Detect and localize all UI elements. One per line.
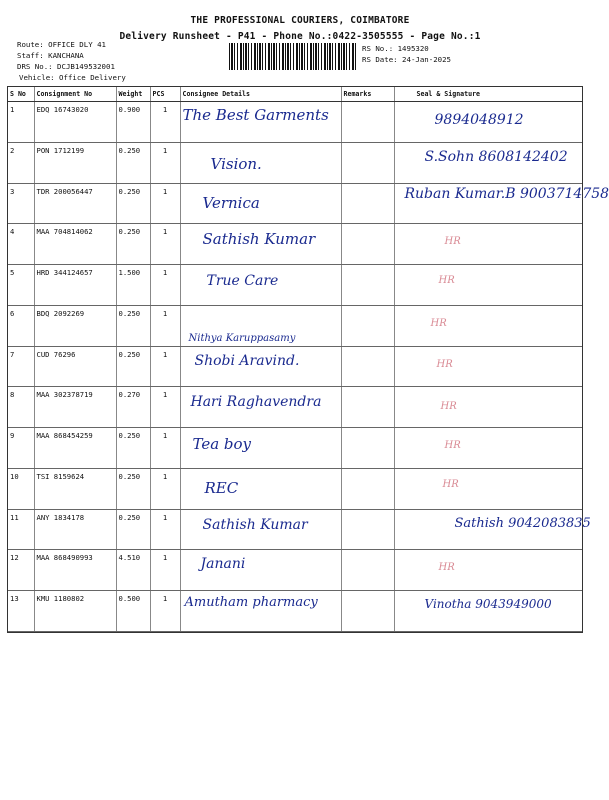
serial-number-cell: 4 xyxy=(8,224,34,265)
consignee-cell xyxy=(180,428,341,469)
remarks-cell xyxy=(341,305,394,346)
column-header-sno: S No xyxy=(8,87,34,102)
consignment-number-cell: KMU 1180802 xyxy=(34,591,116,632)
weight-cell: 0.250 xyxy=(116,183,150,224)
pcs-cell: 1 xyxy=(150,428,180,469)
seal-signature-cell xyxy=(394,305,582,346)
consignee-handwriting: Hari Raghavendra xyxy=(190,394,322,411)
weight-cell: 0.250 xyxy=(116,142,150,183)
weight-cell: 0.250 xyxy=(116,224,150,265)
consignee-cell xyxy=(180,591,341,632)
consignee-handwriting: The Best Garments xyxy=(182,106,329,124)
table-row xyxy=(8,550,582,591)
seal-signature-cell xyxy=(394,346,582,387)
runsheet-table xyxy=(7,86,609,633)
seal-signature-cell xyxy=(394,224,582,265)
rs-date: RS Date: 24-Jan-2025 xyxy=(362,55,451,64)
column-header-weight: Weight xyxy=(116,87,150,102)
consignee-cell xyxy=(180,509,341,550)
signature-handwriting: HR xyxy=(440,401,457,413)
seal-signature-cell xyxy=(394,509,591,550)
table-row xyxy=(8,387,582,428)
table-row xyxy=(8,224,582,265)
table-header-row xyxy=(8,87,582,102)
table-row xyxy=(8,346,582,387)
remarks-cell xyxy=(341,183,394,224)
remarks-cell xyxy=(341,387,394,428)
seal-signature-cell xyxy=(394,550,582,591)
remarks-cell xyxy=(341,224,394,265)
weight-cell: 0.250 xyxy=(116,346,150,387)
pcs-cell: 1 xyxy=(150,102,180,143)
weight-cell: 0.500 xyxy=(116,591,150,632)
signature-handwriting: Ruban Kumar.B 9003714758 xyxy=(404,185,609,202)
pcs-cell: 1 xyxy=(150,305,180,346)
serial-number-cell: 9 xyxy=(8,428,34,469)
consignee-cell xyxy=(180,346,341,387)
table-row xyxy=(8,305,582,346)
table-row xyxy=(8,428,582,469)
consignment-number-cell: CUD 76296 xyxy=(34,346,116,387)
drs-number: DRS No.: DCJB149532001 xyxy=(17,62,115,71)
consignment-number-cell: EDQ 16743020 xyxy=(34,102,116,143)
signature-handwriting: HR xyxy=(442,478,459,490)
weight-cell: 1.500 xyxy=(116,265,150,306)
remarks-cell xyxy=(341,102,394,143)
remarks-cell xyxy=(341,591,394,632)
pcs-cell: 1 xyxy=(150,224,180,265)
serial-number-cell: 13 xyxy=(8,591,34,632)
consignee-handwriting: Janani xyxy=(200,556,246,573)
pcs-cell: 1 xyxy=(150,550,180,591)
serial-number-cell: 2 xyxy=(8,142,34,183)
remarks-cell xyxy=(341,346,394,387)
consignee-handwriting: Amutham pharmacy xyxy=(184,595,318,611)
serial-number-cell: 11 xyxy=(8,509,34,550)
remarks-cell xyxy=(341,265,394,306)
table-row xyxy=(8,468,582,509)
signature-handwriting: HR xyxy=(438,275,455,287)
consignee-cell xyxy=(180,550,341,591)
signature-handwriting: S.Sohn 8608142402 xyxy=(424,148,568,165)
consignee-cell xyxy=(180,387,341,428)
column-header-consignee: Consignee Details xyxy=(180,87,341,102)
signature-handwriting: HR xyxy=(444,440,461,452)
consignment-number-cell: HRD 344124657 xyxy=(34,265,116,306)
weight-cell: 4.510 xyxy=(116,550,150,591)
consignee-handwriting: Sathish Kumar xyxy=(202,230,316,249)
seal-signature-cell xyxy=(394,591,582,632)
consignee-handwriting: Vernica xyxy=(202,193,260,212)
consignment-number-cell: MAA 868454259 xyxy=(34,428,116,469)
table-row xyxy=(8,142,582,183)
column-header-consignment: Consignment No xyxy=(34,87,116,102)
seal-signature-cell xyxy=(394,265,582,306)
signature-handwriting: HR xyxy=(438,562,455,574)
seal-signature-cell xyxy=(394,468,582,509)
signature-handwriting: Sathish 9042083835 xyxy=(454,515,591,531)
consignee-handwriting: Sathish Kumar xyxy=(202,516,308,533)
pcs-cell: 1 xyxy=(150,387,180,428)
consignment-number-cell: PON 1712199 xyxy=(34,142,116,183)
pcs-cell: 1 xyxy=(150,265,180,306)
runsheet-title: Delivery Runsheet - P41 - Phone No.:0422-3505555 - Page No.:1 xyxy=(119,31,481,42)
column-header-pcs: PCS xyxy=(150,87,180,102)
column-header-remarks: Remarks xyxy=(341,87,394,102)
serial-number-cell: 6 xyxy=(8,305,34,346)
signature-handwriting: HR xyxy=(436,358,453,370)
consignee-cell xyxy=(180,224,341,265)
consignee-handwriting: Shobi Aravind. xyxy=(194,352,300,369)
table-row xyxy=(8,265,582,306)
signature-handwriting: HR xyxy=(444,236,461,248)
barcode xyxy=(229,43,356,70)
pcs-cell: 1 xyxy=(150,142,180,183)
consignee-cell xyxy=(180,183,341,224)
consignee-handwriting: REC xyxy=(204,478,239,497)
table-row xyxy=(8,509,582,550)
vehicle-label: Vehicle: Office Delivery xyxy=(19,73,126,82)
remarks-cell xyxy=(341,142,394,183)
remarks-cell xyxy=(341,468,394,509)
serial-number-cell: 1 xyxy=(8,102,34,143)
remarks-cell xyxy=(341,509,394,550)
pcs-cell: 1 xyxy=(150,509,180,550)
consignment-number-cell: TDR 200056447 xyxy=(34,183,116,224)
consignee-cell xyxy=(180,468,341,509)
consignee-cell xyxy=(180,102,341,143)
consignee-cell xyxy=(180,265,341,306)
seal-signature-cell xyxy=(394,102,582,143)
pcs-cell: 1 xyxy=(150,346,180,387)
serial-number-cell: 10 xyxy=(8,468,34,509)
consignee-cell xyxy=(180,305,341,346)
weight-cell: 0.250 xyxy=(116,509,150,550)
table-row xyxy=(8,183,582,224)
route-label: Route: OFFICE DLY 41 xyxy=(17,40,106,49)
serial-number-cell: 12 xyxy=(8,550,34,591)
seal-signature-cell xyxy=(394,183,609,224)
weight-cell: 0.900 xyxy=(116,102,150,143)
consignment-number-cell: MAA 868490993 xyxy=(34,550,116,591)
weight-cell: 0.250 xyxy=(116,428,150,469)
consignment-number-cell: MAA 302378719 xyxy=(34,387,116,428)
pcs-cell: 1 xyxy=(150,468,180,509)
serial-number-cell: 7 xyxy=(8,346,34,387)
signature-handwriting: Vinotha 9043949000 xyxy=(424,597,552,612)
consignee-cell xyxy=(180,142,341,183)
staff-label: Staff: KANCHANA xyxy=(17,51,84,60)
seal-signature-cell xyxy=(394,142,582,183)
column-header-signature: Seal & Signature xyxy=(394,87,582,102)
rs-number: RS No.: 1495320 xyxy=(362,44,429,53)
seal-signature-cell xyxy=(394,428,582,469)
company-name: THE PROFESSIONAL COURIERS, COIMBATORE xyxy=(190,15,410,26)
weight-cell: 0.270 xyxy=(116,387,150,428)
consignee-handwriting: Tea boy xyxy=(192,435,252,454)
signature-handwriting: 9894048912 xyxy=(434,112,524,128)
pcs-cell: 1 xyxy=(150,183,180,224)
remarks-cell xyxy=(341,550,394,591)
consignee-handwriting: Nithya Karuppasamy xyxy=(188,332,296,344)
pcs-cell: 1 xyxy=(150,591,180,632)
consignee-handwriting: Vision. xyxy=(210,154,262,173)
seal-signature-cell xyxy=(394,387,582,428)
consignment-number-cell: ANY 1834178 xyxy=(34,509,116,550)
signature-handwriting: HR xyxy=(430,317,447,329)
serial-number-cell: 3 xyxy=(8,183,34,224)
remarks-cell xyxy=(341,428,394,469)
table-row xyxy=(8,102,582,143)
table-row xyxy=(8,591,582,632)
serial-number-cell: 8 xyxy=(8,387,34,428)
consignee-handwriting: True Care xyxy=(206,273,279,290)
consignment-number-cell: TSI 8159624 xyxy=(34,468,116,509)
table-body xyxy=(8,102,609,632)
weight-cell: 0.250 xyxy=(116,305,150,346)
weight-cell: 0.250 xyxy=(116,468,150,509)
serial-number-cell: 5 xyxy=(8,265,34,306)
consignment-number-cell: BDQ 2092269 xyxy=(34,305,116,346)
consignment-number-cell: MAA 704814062 xyxy=(34,224,116,265)
